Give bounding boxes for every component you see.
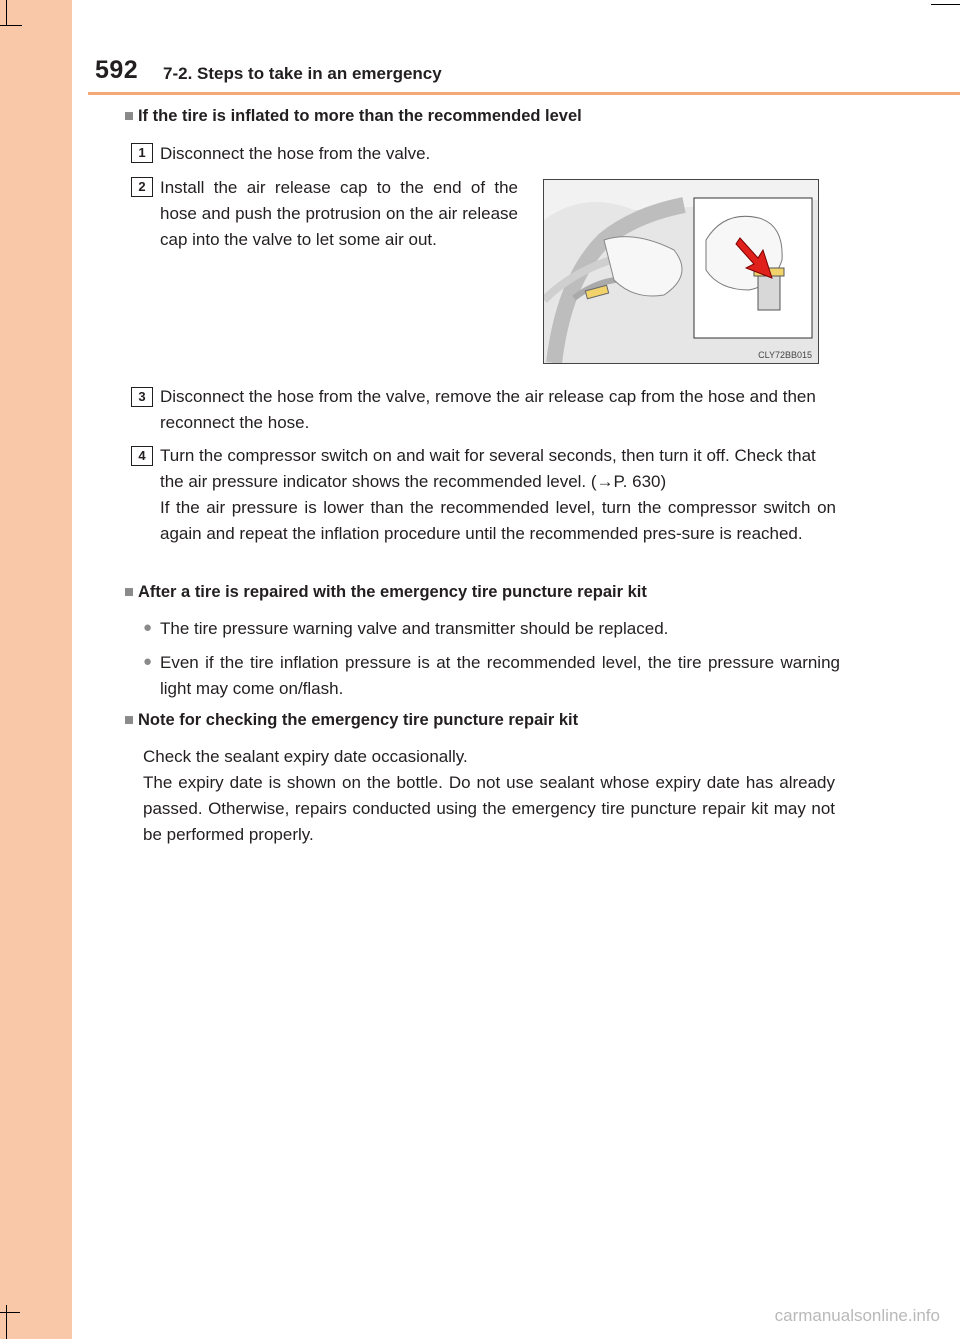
step-4-followup-text: If the air pressure is lower than the recommended level, turn the compressor switch on again and repeat the inflation procedure until the recommended pres-sure is reached. bbox=[160, 498, 836, 543]
side-color-strip bbox=[0, 0, 72, 1339]
heading-marker-icon: ■ bbox=[124, 711, 134, 729]
step-number-2: 2 bbox=[131, 177, 153, 197]
bullet-text-1: The tire pressure warning valve and transmitter should be replaced. bbox=[160, 619, 669, 638]
heading-marker-icon: ■ bbox=[124, 107, 134, 125]
header-rule bbox=[88, 92, 960, 95]
bullet-text-2: Even if the tire inflation pressure is at the recommended level, the tire pressure warning light may come on/flash. bbox=[160, 653, 840, 698]
heading-overinflated bbox=[124, 107, 582, 126]
heading-marker-icon: ■ bbox=[124, 583, 134, 601]
heading-note bbox=[124, 711, 578, 730]
illustration-code: CLY72BB015 bbox=[758, 350, 812, 360]
crop-mark-top-left-h bbox=[0, 25, 22, 26]
step-number-3: 3 bbox=[131, 387, 153, 407]
valve-illustration-svg bbox=[544, 180, 818, 363]
heading-text: After a tire is repaired with the emergency tire puncture repair kit bbox=[137, 583, 647, 601]
step-4-text: Turn the compressor switch on and wait for several seconds, then turn it off. Check that the air pressure indicator shows the recommended level. (→P. 630) bbox=[160, 446, 816, 491]
bullet-icon: ● bbox=[143, 619, 153, 636]
note-line-1: Check the sealant expiry date occasionally. bbox=[143, 747, 468, 766]
crop-mark-top-right bbox=[931, 4, 960, 5]
note-line-2: The expiry date is shown on the bottle. Do not use sealant whose expiry date has already passed. Otherwise, repairs conducted using the emergency tire puncture repair kit may not be performed properly. bbox=[143, 773, 835, 844]
section-title: 7-2. Steps to take in an emergency bbox=[163, 64, 442, 83]
watermark: carmanualsonline.info bbox=[774, 1306, 940, 1325]
crop-mark-top-left bbox=[6, 0, 7, 26]
step-2-text: Install the air release cap to the end of the hose and push the protrusion on the air release cap into the valve to let some air out. bbox=[160, 178, 518, 249]
bullet-icon: ● bbox=[143, 653, 153, 670]
step-3-text: Disconnect the hose from the valve, remove the air release cap from the hose and then reconnect the hose. bbox=[160, 387, 816, 432]
crop-mark-bottom-left bbox=[6, 1305, 7, 1339]
heading-text: Note for checking the emergency tire puncture repair kit bbox=[137, 711, 579, 729]
page-number: 592 bbox=[95, 56, 139, 84]
heading-after-repair bbox=[124, 583, 647, 602]
step-1-text: Disconnect the hose from the valve. bbox=[160, 144, 431, 163]
crop-mark-bottom-left-h bbox=[0, 1312, 20, 1313]
air-release-illustration bbox=[543, 179, 819, 364]
step-number-1: 1 bbox=[131, 143, 153, 163]
heading-text: If the tire is inflated to more than the recommended level bbox=[137, 107, 582, 125]
step-number-4: 4 bbox=[131, 446, 153, 466]
